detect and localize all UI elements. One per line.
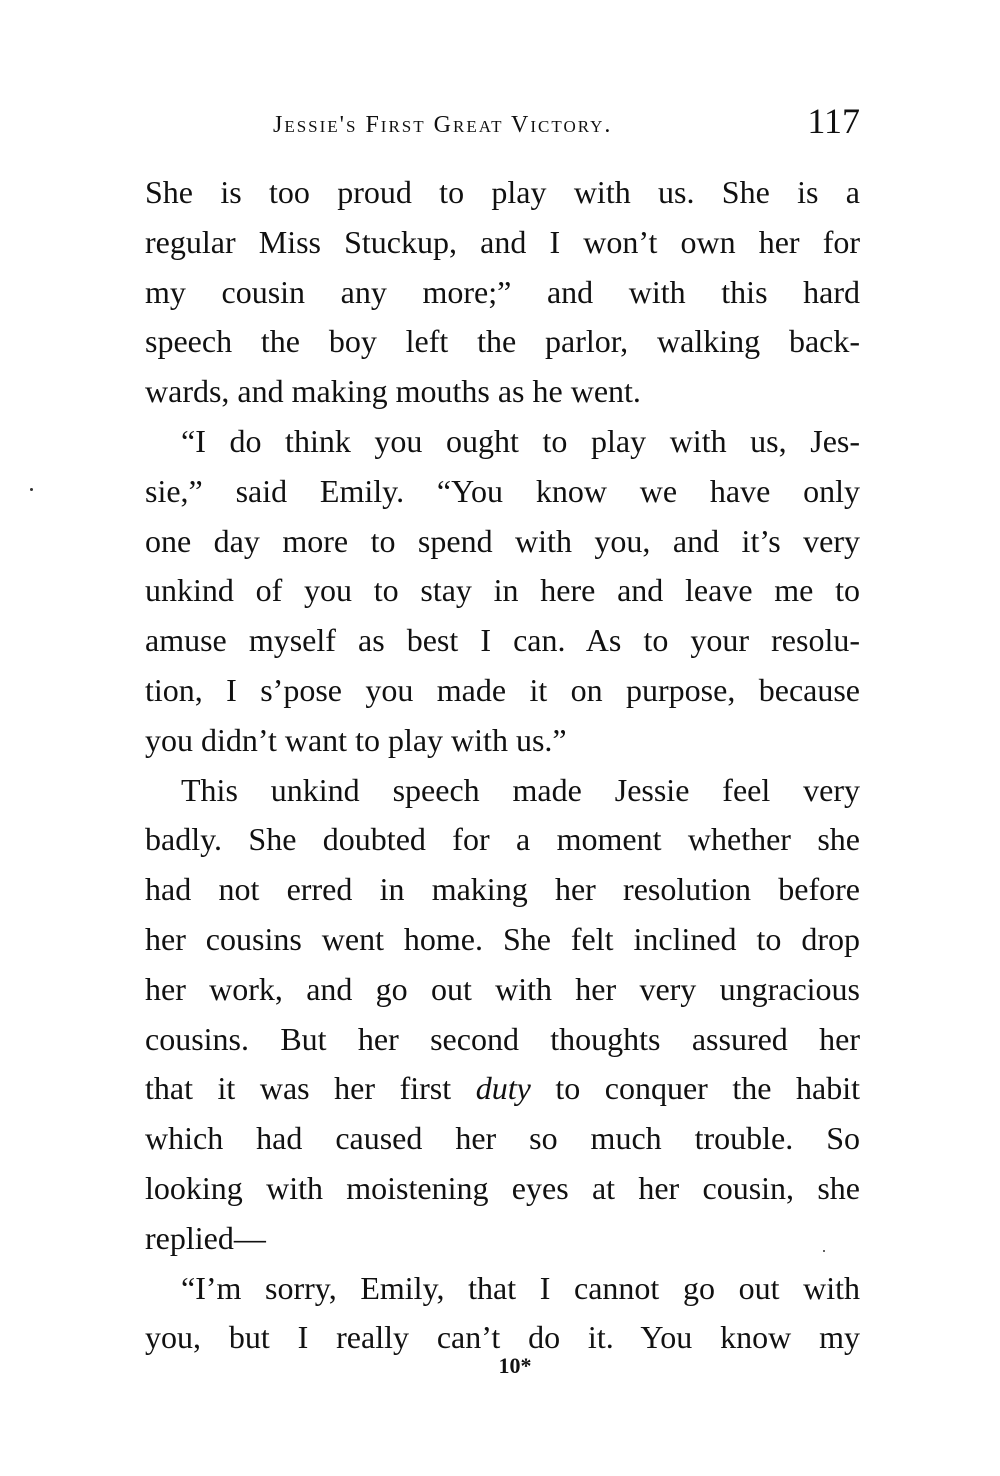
text-line: tion, I s’pose you made it on purpose, because <box>145 671 860 708</box>
emphasized-word: duty <box>475 1070 531 1107</box>
text-line: unkind of you to stay in here and leave me to <box>145 572 860 609</box>
text-line: sie,” said Emily. “You know we have only <box>145 472 860 509</box>
text-line: her work, and go out with her very ungracious <box>145 970 860 1007</box>
running-head <box>145 100 860 150</box>
page-number: 117 <box>807 101 860 141</box>
text-line: had not erred in making her resolution before <box>145 871 860 908</box>
text-line: cousins. But her second thoughts assured her <box>145 1020 860 1057</box>
text-line: She is too proud to play with us. She is a <box>145 174 860 210</box>
text-line: her cousins went home. She felt inclined to drop <box>145 920 860 957</box>
signature-mark: 10* <box>498 1353 532 1378</box>
running-title: Jessie's First Great Victory. <box>273 112 613 138</box>
text-line: one day more to spend with you, and it’s very <box>145 522 860 559</box>
text-line: regular Miss Stuckup, and I won’t own her for <box>145 223 860 260</box>
text-segment: to conquer the habit <box>530 1070 861 1107</box>
ink-speck <box>823 1250 825 1252</box>
text-line-with-emphasis <box>145 1064 860 1114</box>
body-text <box>145 168 860 1363</box>
ink-speck <box>30 488 33 491</box>
text-line: This unkind speech made Jessie feel very <box>181 771 860 808</box>
text-line: “I do think you ought to play with us, Jes- <box>181 422 860 459</box>
text-line: you didn’t want to play with us.” <box>145 721 567 758</box>
text-line: looking with moistening eyes at her cousin, she <box>145 1169 860 1206</box>
text-line: my cousin any more;” and with this hard <box>145 273 860 310</box>
text-line: amuse myself as best I can. As to your resolu- <box>145 622 860 659</box>
text-segment: that it was her first <box>145 1070 476 1107</box>
text-line: speech the boy left the parlor, walking back- <box>145 323 860 360</box>
text-line: replied— <box>145 1219 266 1256</box>
text-line: which had caused her so much trouble. So <box>145 1120 860 1157</box>
text-line: “I’m sorry, Emily, that I cannot go out with <box>181 1269 860 1306</box>
text-line: you, but I really can’t do it. You know my <box>145 1319 860 1356</box>
text-line: badly. She doubted for a moment whether she <box>145 821 860 858</box>
text-line: wards, and making mouths as he went. <box>145 373 641 410</box>
